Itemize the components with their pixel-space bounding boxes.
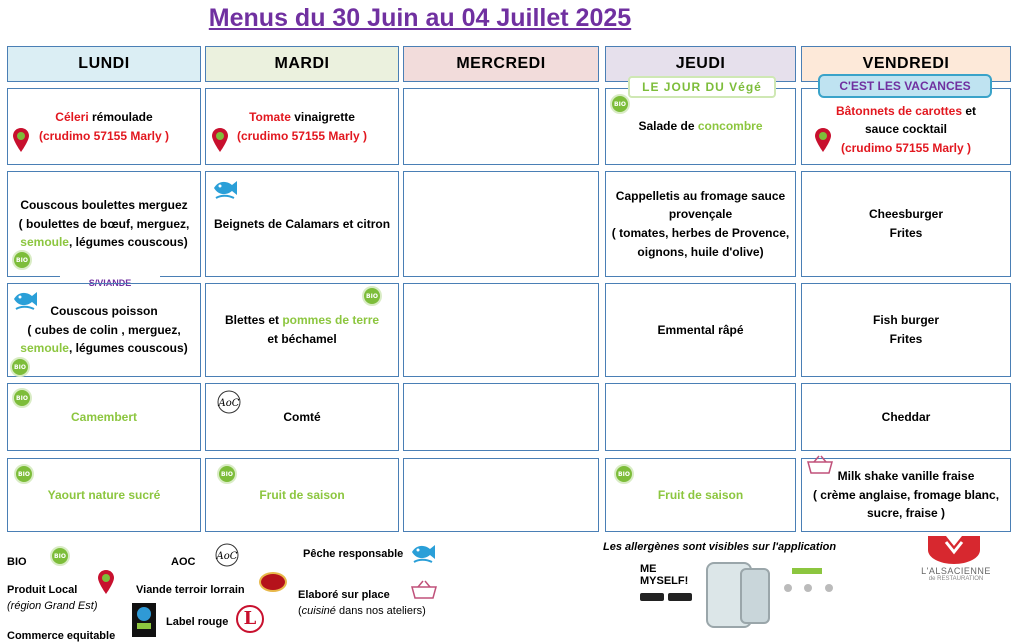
vendredi-plat: Cheesburger Frites [801,171,1011,277]
mercredi-plat [403,171,599,277]
svg-text:AoC: AoC [216,551,238,562]
fish-icon [212,176,238,200]
bio-icon: BIO [12,388,32,408]
mercredi-dessert [403,458,599,532]
fairtrade-icon [132,603,156,637]
alsacienne-logo [924,532,984,564]
label-rouge-icon: L [236,605,264,633]
page-title: Menus du 30 Juin au 04 Juillet 2025 [208,4,632,32]
mardi-fromage: Comté [205,383,399,451]
day-header-mercredi: MERCREDI [403,46,599,82]
local-pin-icon [98,570,114,594]
bio-icon: BIO [610,94,630,114]
bio-icon: BIO [362,286,382,306]
basket-icon [806,455,834,475]
svg-text:AoC: AoC [218,398,240,409]
brand-name: L'ALSACIENNE [921,566,991,576]
jour-vege-badge: LE JOUR DU Végé [628,76,776,98]
bio-icon: BIO [14,464,34,484]
vendredi-plat-2: Fish burger Frites [801,283,1011,377]
day-header-mardi: MARDI [205,46,399,82]
lundi-plat: Couscous boulettes merguez ( boulettes de bœuf, merguez, semoule, légumes couscous) [7,171,201,277]
legend-peche: Pêche responsable [303,548,404,560]
bio-icon: BIO [12,250,32,270]
mardi-entree: Tomate vinaigrette (crudimo 57155 Marly ) [205,88,399,165]
legend-label-rouge: Label rouge [166,616,229,628]
local-pin-icon [13,128,29,152]
aoc-icon [214,389,244,415]
jeudi-vide [605,383,796,451]
jeudi-dessert: Fruit de saison [605,458,796,532]
jeudi-entree: Salade de concombre [605,88,796,165]
day-header-vendredi: VENDREDI [801,46,1011,82]
brand-sub: de RESTAURATION [928,576,984,582]
bio-icon: BIO [217,464,237,484]
lundi-plat-sans-viande: Couscous poisson ( cubes de colin , merguez, semoule, légumes couscous) [7,283,201,377]
legend-bio: BIO [7,556,27,568]
mercredi-legume [403,283,599,377]
lundi-fromage: Camembert [7,383,201,451]
bio-icon: BIO [10,357,30,377]
basket-icon [410,580,438,600]
mercredi-fromage [403,383,599,451]
local-pin-icon [815,128,831,152]
vacances-badge: C'EST LES VACANCES [818,74,992,98]
vendredi-dessert: Milk shake vanille fraise ( crème anglaise, fromage blanc, sucre, fraise ) [801,458,1011,532]
legend-aoc: AOC [171,556,196,568]
phone-mockup [740,568,770,624]
legend-commerce: Commerce equitable [7,630,116,642]
legend-elabore: Elaboré sur place [298,589,390,601]
legend-produit-local: Produit Local [7,584,78,596]
mardi-legume: Blettes et pommes de terre et béchamel [205,283,399,377]
fish-icon [12,287,38,311]
legend-elabore-sub: (cuisiné dans nos ateliers) [298,605,426,617]
lundi-entree: Céleri rémoulade (crudimo 57155 Marly ) [7,88,201,165]
app-logo: ME MYSELF! [640,563,700,613]
sans-viande-label: S/VIANDE [60,275,160,291]
mercredi-entree [403,88,599,165]
bio-icon: BIO [614,464,634,484]
mardi-dessert: Fruit de saison [205,458,399,532]
aoc-icon [212,542,242,568]
local-pin-icon [212,128,228,152]
viande-lorraine-icon [259,572,287,592]
day-header-jeudi: JEUDI [605,46,796,82]
lundi-dessert: Yaourt nature sucré [7,458,201,532]
jeudi-fromage: Emmental râpé [605,283,796,377]
legend-region: (région Grand Est) [7,600,98,612]
mardi-plat: Beignets de Calamars et citron [205,171,399,277]
allergenes-note: Les allergènes sont visibles sur l'application [603,541,837,553]
bio-icon: BIO [50,546,70,566]
vendredi-entree: Bâtonnets de carottes et sauce cocktail (crudimo 57155 Marly ) [801,88,1011,165]
jeudi-plat: Cappelletis au fromage sauce provençale ( tomates, herbes de Provence, oignons, huile d'olive) [605,171,796,277]
app-features [780,568,840,624]
vendredi-fromage: Cheddar [801,383,1011,451]
day-header-lundi: LUNDI [7,46,201,82]
fish-icon [410,540,436,564]
legend-viande: Viande terroir lorrain [136,584,245,596]
